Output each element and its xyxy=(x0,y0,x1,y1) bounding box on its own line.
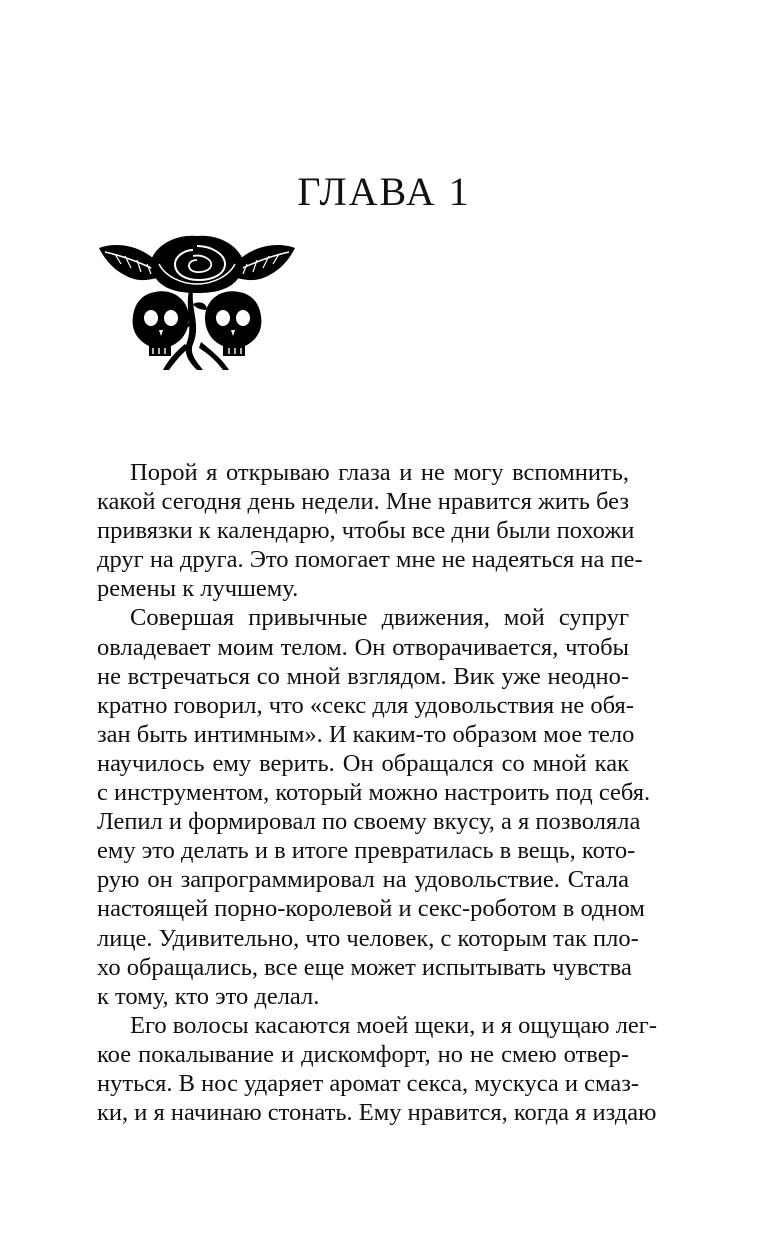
text-line: Лепил и формировал по своему вкусу, а я позволяла xyxy=(97,808,641,836)
text-line: научилось ему верить. Он обращался со мной как xyxy=(97,749,629,777)
chapter-body-text xyxy=(97,458,658,1127)
text-line: кое покалывание и дискомфорт, но не смею отвер- xyxy=(97,1040,629,1068)
text-line: к тому, кто это делал. xyxy=(97,982,320,1010)
text-line: лице. Удивительно, что человек, с которым так пло- xyxy=(97,924,639,952)
text-line: Совершая привычные движения, мой супруг xyxy=(130,604,629,632)
text-line: хо обращались, все еще может испытывать чувства xyxy=(97,953,632,981)
text-line: привязки к календарю, чтобы все дни были похожи xyxy=(97,517,635,545)
text-line: рую он запрограммировал на удовольствие. Стала xyxy=(97,866,629,894)
text-line: друг на друга. Это помогает мне не надеяться на пе- xyxy=(97,546,643,574)
text-line: настоящей порно-королевой и секс-роботом в одном xyxy=(97,895,645,923)
text-line: кратно говорил, что «секс для удовольствия не обя- xyxy=(97,691,634,719)
text-line: какой сегодня день недели. Мне нравится жить без xyxy=(97,488,630,516)
text-line: Его волосы касаются моей щеки, и я ощущаю лег- xyxy=(130,1011,658,1039)
text-line: ремены к лучшему. xyxy=(97,575,299,603)
text-line: Порой я открываю глаза и не могу вспомнить, xyxy=(130,459,629,486)
rose-stem-shape xyxy=(186,290,203,370)
text-line: ему это делать и в итоге превратилась в вещь, кото- xyxy=(97,837,636,865)
rose-ornament-icon xyxy=(93,234,301,372)
right-skull-shape xyxy=(205,291,261,356)
text-line: зан быть интимным». И каким-то образом мое тело xyxy=(97,720,635,748)
chapter-title: ГЛАВА 1 xyxy=(297,169,471,214)
text-line: с инструментом, который можно настроить под себя. xyxy=(97,779,651,807)
text-line: нуться. В нос ударяет аромат секса, мускуса и смаз- xyxy=(97,1069,640,1097)
text-line: овладевает моим телом. Он отворачивается, чтобы xyxy=(97,633,629,661)
text-line: не встречаться со мной взглядом. Вик уже неодно- xyxy=(97,662,629,690)
text-line: ки, и я начинаю стонать. Ему нравится, когда я издаю xyxy=(97,1099,657,1127)
